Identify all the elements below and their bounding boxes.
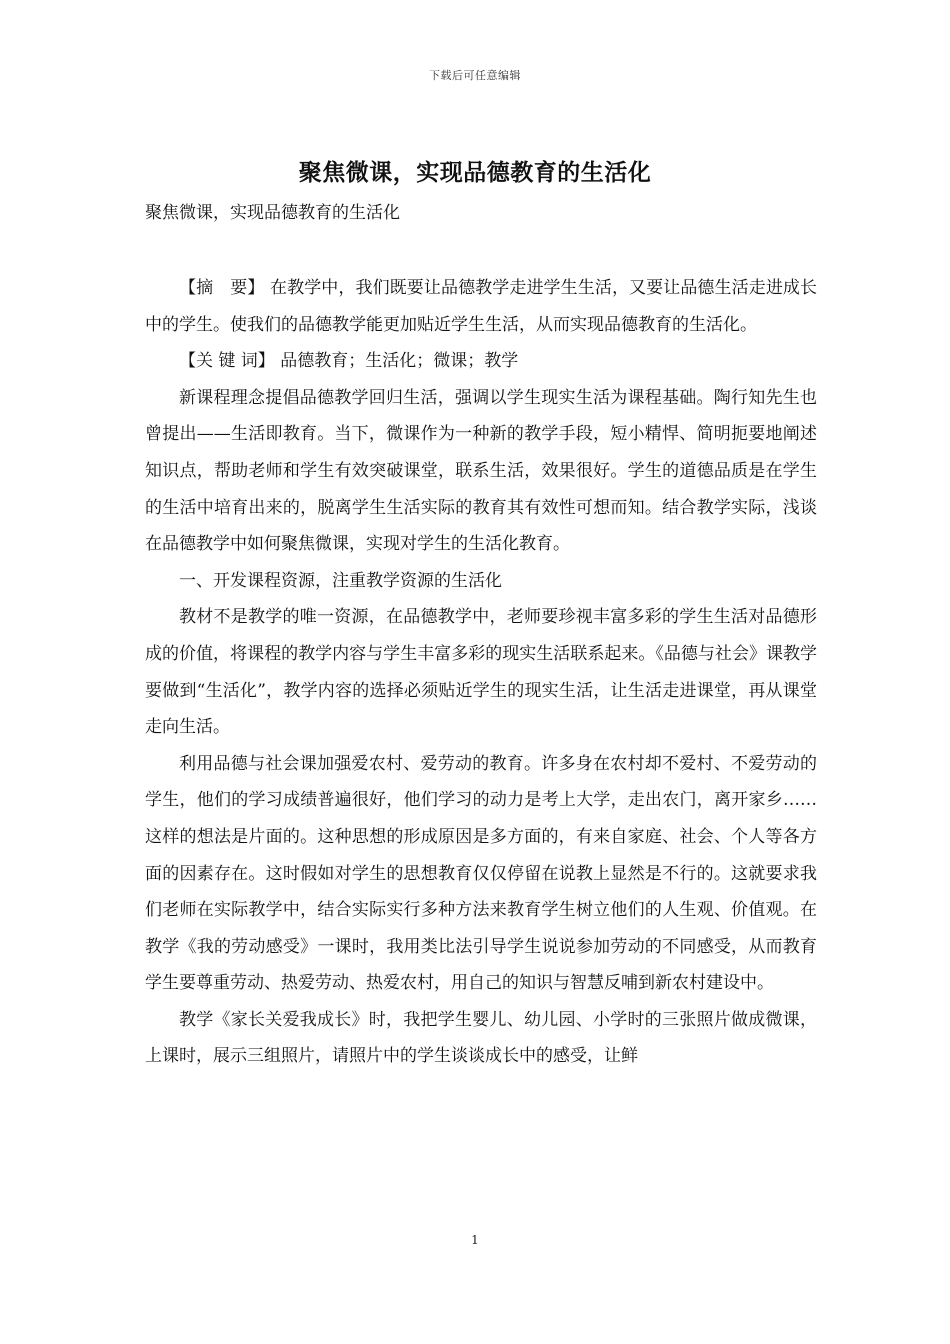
- abstract-paragraph: [145, 270, 817, 343]
- abstract-text: 在教学中，我们既要让品德教学走进学生生活，又要让品德生活走进成长中的学生。使我们的品德教学能更加贴近学生生活，从而实现品德教育的生活化。: [145, 278, 818, 335]
- body-paragraph: 新课程理念提倡品德教学回归生活，强调以学生现实生活为课程基础。陶行知先生也曾提出——生活即教育。当下，微课作为一种新的教学手段，短小精悍、简明扼要地阐述知识点，帮助老师和学生有效突破课堂，联系生活，效果很好。学生的道德品质是在学生的生活中培育出来的，脱离学生生活实际的教育其有效性可想而知。结合教学实际，浅谈在品德教学中如何聚焦微课，实现对学生的生活化教育。: [145, 387, 817, 555]
- document-title: 聚焦微课，实现品德教育的生活化: [298, 159, 652, 186]
- keywords-label: 【关 键 词】: [179, 351, 275, 372]
- body-paragraph: 教学《家长关爱我成长》时，我把学生婴儿、幼儿园、小学时的三张照片做成微课，上课时，展示三组照片，请照片中的学生谈谈成长中的感受，让鲜: [145, 1009, 817, 1067]
- body-paragraph: 教材不是教学的唯一资源，在品德教学中，老师要珍视丰富多彩的学生生活对品德形成的价值，将课程的教学内容与学生丰富多彩的现实生活联系起来。《品德与社会》课教学要做到“生活化”，教学内容的选择必须贴近学生的现实生活，让生活走进课堂，再从课堂走向生活。: [145, 607, 817, 738]
- body-paragraph: 利用品德与社会课加强爱农村、爱劳动的教育。许多身在农村却不爱村、不爱劳动的学生，他们的学习成绩普遍很好，他们学习的动力是考上大学，走出农门，离开家乡……这样的想法是片面的。这种思想的形成原因是多方面的，有来自家庭、社会、个人等各方面的因素存在。这时假如对学生的思想教育仅仅停留在说教上显然是不行的。这就要求我们老师在实际教学中，结合实际实行多种方法来教育学生树立他们的人生观、价值观。在教学《我的劳动感受》一课时，我用类比法引导学生说说参加劳动的不同感受，从而教育学生要尊重劳动、热爱劳动、热爱农村，用自己的知识与智慧反哺到新农村建设中。: [145, 753, 817, 994]
- page-header: 下载后可任意编辑: [429, 69, 521, 82]
- keywords-paragraph: [145, 343, 817, 380]
- section-heading: 一、开发课程资源，注重教学资源的生活化: [179, 570, 502, 591]
- keywords-text: 品德教育；生活化；微课；教学: [274, 351, 519, 372]
- abstract-label: 【摘 要】: [179, 278, 265, 298]
- document-body: [145, 270, 817, 1075]
- page-number: 1: [471, 1233, 479, 1247]
- document-subtitle: 聚焦微课，实现品德教育的生活化: [145, 203, 400, 223]
